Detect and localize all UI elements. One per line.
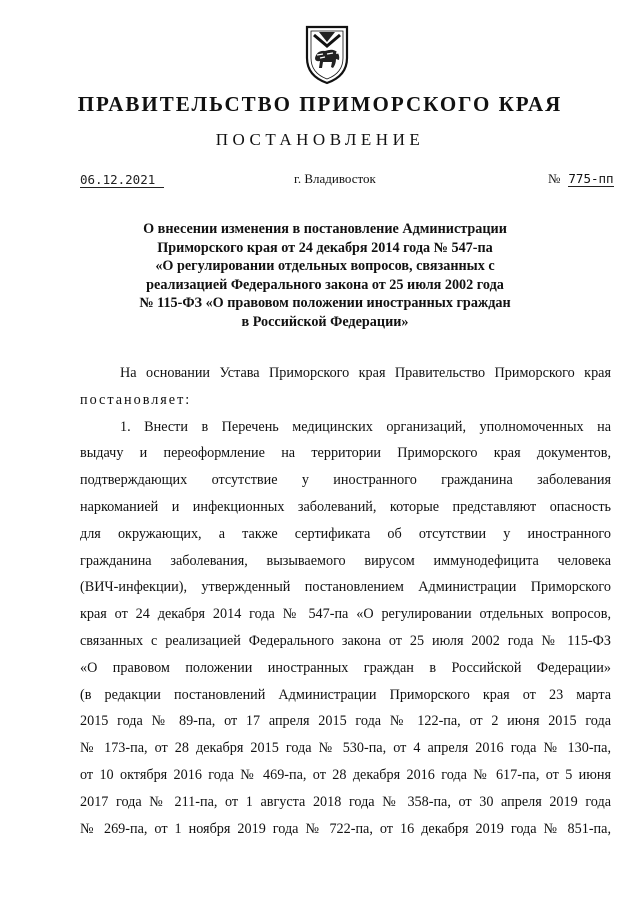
body-line: 2017 года № 211-па, от 1 августа 2018 года № 358-па, от 30 апреля 2019 года: [80, 793, 611, 810]
body-line: подтверждающих отсутствие у иностранного гражданина заболевания: [80, 472, 611, 489]
document-city: г. Владивосток: [294, 171, 376, 186]
body-line: наркоманией и инфекционных заболеваний, которые представляют опасность: [80, 498, 611, 515]
body-line: связанных с реализацией Федерального закона от 25 июля 2002 года № 115-ФЗ: [80, 632, 611, 649]
document-body: [80, 360, 611, 842]
heading-line: О внесении изменения в постановление Администрации: [143, 221, 507, 237]
document-heading: [120, 220, 530, 331]
number-value: 775-пп: [568, 171, 614, 186]
body-line: 2015 года № 89-па, от 17 апреля 2015 года № 122-па, от 2 июня 2015 года: [80, 713, 611, 730]
body-line: № 173-па, от 28 декабря 2015 года № 530-па, от 4 апреля 2016 года № 130-па,: [80, 740, 611, 757]
document-type: ПОСТАНОВЛЕНИЕ: [215, 130, 425, 149]
body-line: (ВИЧ-инфекции), утвержденный постановлением Администрации Приморского: [80, 579, 611, 596]
body-line: от 10 октября 2016 года № 469-па, от 28 декабря 2016 года № 617-па, от 5 июня: [80, 766, 611, 783]
body-line: гражданина заболевания, вызываемого вирусом иммунодефицита человека: [80, 552, 611, 569]
heading-line: № 115-ФЗ «О правовом положении иностранных граждан: [139, 295, 511, 311]
heading-line: «О регулировании отдельных вопросов, связанных с: [155, 258, 495, 274]
body-line: «О правовом положении иностранных граждан в Российской Федерации»: [80, 659, 611, 676]
document-number: [548, 171, 614, 187]
heading-line: реализацией Федерального закона от 25 июля 2002 года: [146, 276, 504, 293]
body-line: № 269-па, от 1 ноября 2019 года № 722-па, от 16 декабря 2019 года № 851-па,: [80, 820, 611, 837]
body-line: края от 24 декабря 2014 года № 547-па «О регулировании отдельных вопросов,: [80, 606, 611, 623]
body-line: для окружающих, а также сертификата об отсутствии у иностранного: [80, 525, 611, 542]
body-line: (в редакции постановлений Администрации Приморского края от 23 марта: [80, 686, 611, 703]
body-line: постановляет:: [80, 391, 192, 408]
body-line: выдачу и переоформление на территории Приморского края документов,: [80, 445, 611, 462]
body-line: 1. Внести в Перечень медицинских организаций, уполномоченных на: [120, 418, 611, 435]
body-line: На основании Устава Приморского края Правительство Приморского края: [120, 365, 611, 381]
government-title: ПРАВИТЕЛЬСТВО ПРИМОРСКОГО КРАЯ: [77, 92, 563, 116]
document-date: 06.12.2021: [80, 173, 164, 188]
heading-line: в Российской Федерации»: [241, 313, 409, 330]
number-label: №: [548, 171, 561, 186]
heading-line: Приморского края от 24 декабря 2014 года № 547-па: [157, 239, 493, 256]
coat-of-arms-icon: [303, 24, 351, 86]
